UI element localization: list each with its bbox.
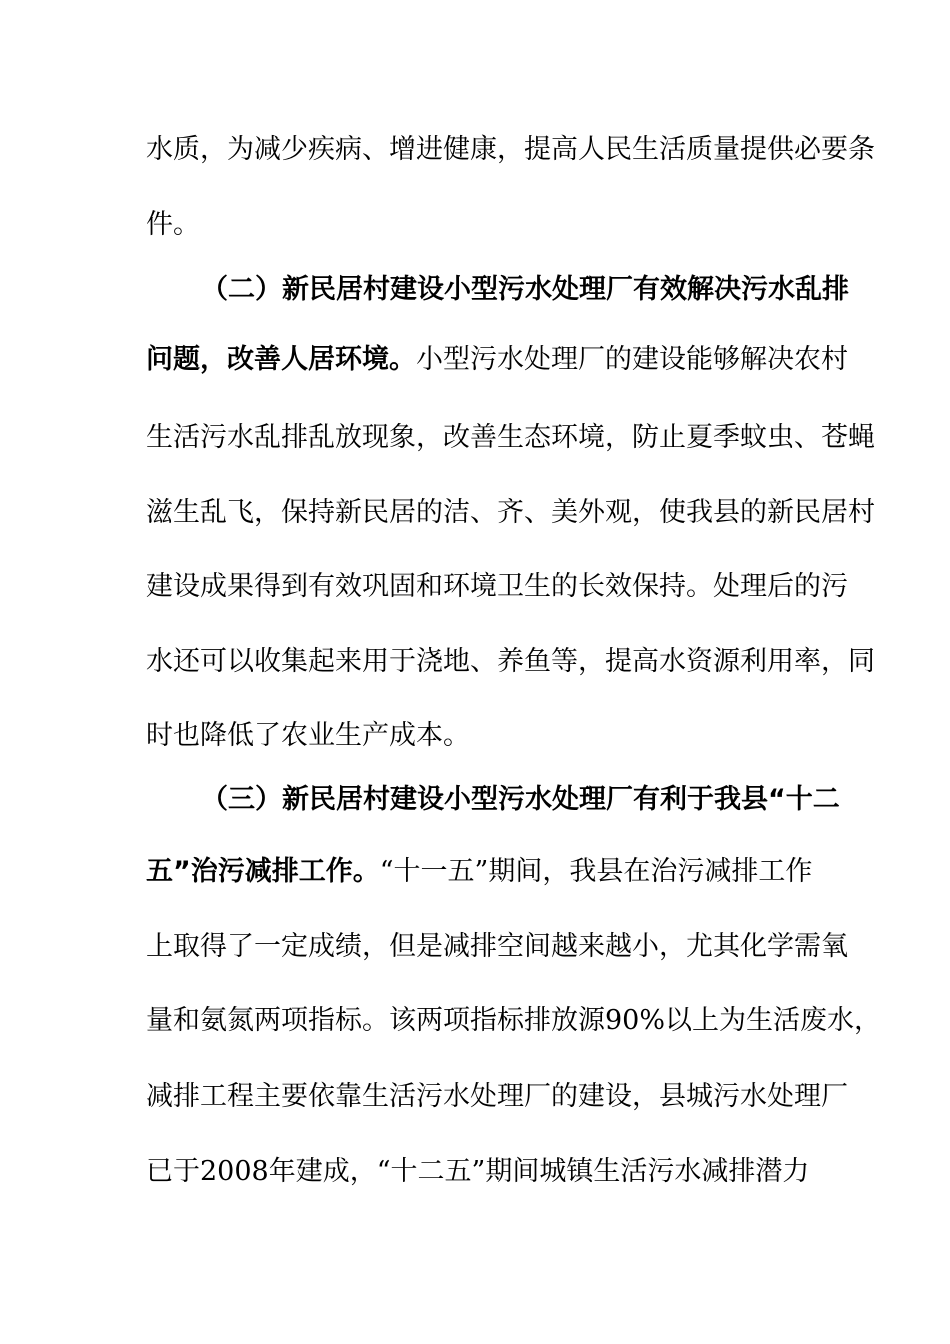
section-heading-line [201,780,840,820]
paragraph-line [146,1152,808,1192]
paragraph-line [146,340,848,380]
body-text: 生活污水乱排乱放现象，改善生态环境，防止夏季蚊虫、苍蝇 [146,422,875,453]
paragraph-line [146,1001,882,1041]
body-text: 水质，为减少疾病、增进健康，提高人民生活质量提供必要条 [146,134,875,165]
body-text: 已于2008年建成，“十二五”期间城镇生活污水减排潜力 [146,1156,810,1187]
body-text: 减排工程主要依靠生活污水处理厂的建设，县城污水处理厂 [146,1081,848,1112]
body-text: “十一五”期间，我县在治污减排工作 [379,856,813,887]
body-text: 上取得了一定成绩，但是减排空间越来越小，尤其化学需氧 [146,931,848,962]
body-text: 滋生乱飞，保持新民居的洁、齐、美外观，使我县的新民居村 [146,497,875,528]
paragraph-line [146,1077,848,1117]
paragraph-line [146,716,808,756]
body-text: 量和氨氮两项指标。该两项指标排放源90%以上为生活废水， [146,1005,882,1036]
section-heading: （二）新民居村建设小型污水处理厂有效解决污水乱排 [201,274,849,305]
section-heading: 问题，改善人居环境。 [146,344,416,375]
body-text: 件。 [146,209,200,240]
body-text: 建设成果得到有效巩固和环境卫生的长效保持。处理后的污 [146,571,848,602]
body-text: 水还可以收集起来用于浇地、养鱼等，提高水资源利用率，同 [146,646,875,677]
body-text: 时也降低了农业生产成本。 [146,720,470,751]
paragraph-line [146,205,808,245]
body-text: 小型污水处理厂的建设能够解决农村 [416,344,848,375]
paragraph-line [146,927,848,967]
paragraph-line [146,567,848,607]
paragraph-line [146,493,875,533]
paragraph-line [146,852,813,892]
section-heading-line [201,270,849,310]
section-heading: 五”治污减排工作。 [146,856,380,887]
paragraph-line [146,642,875,682]
section-heading: （三）新民居村建设小型污水处理厂有利于我县“十二 [201,784,840,815]
paragraph-line [146,418,875,458]
paragraph-line [146,130,875,170]
